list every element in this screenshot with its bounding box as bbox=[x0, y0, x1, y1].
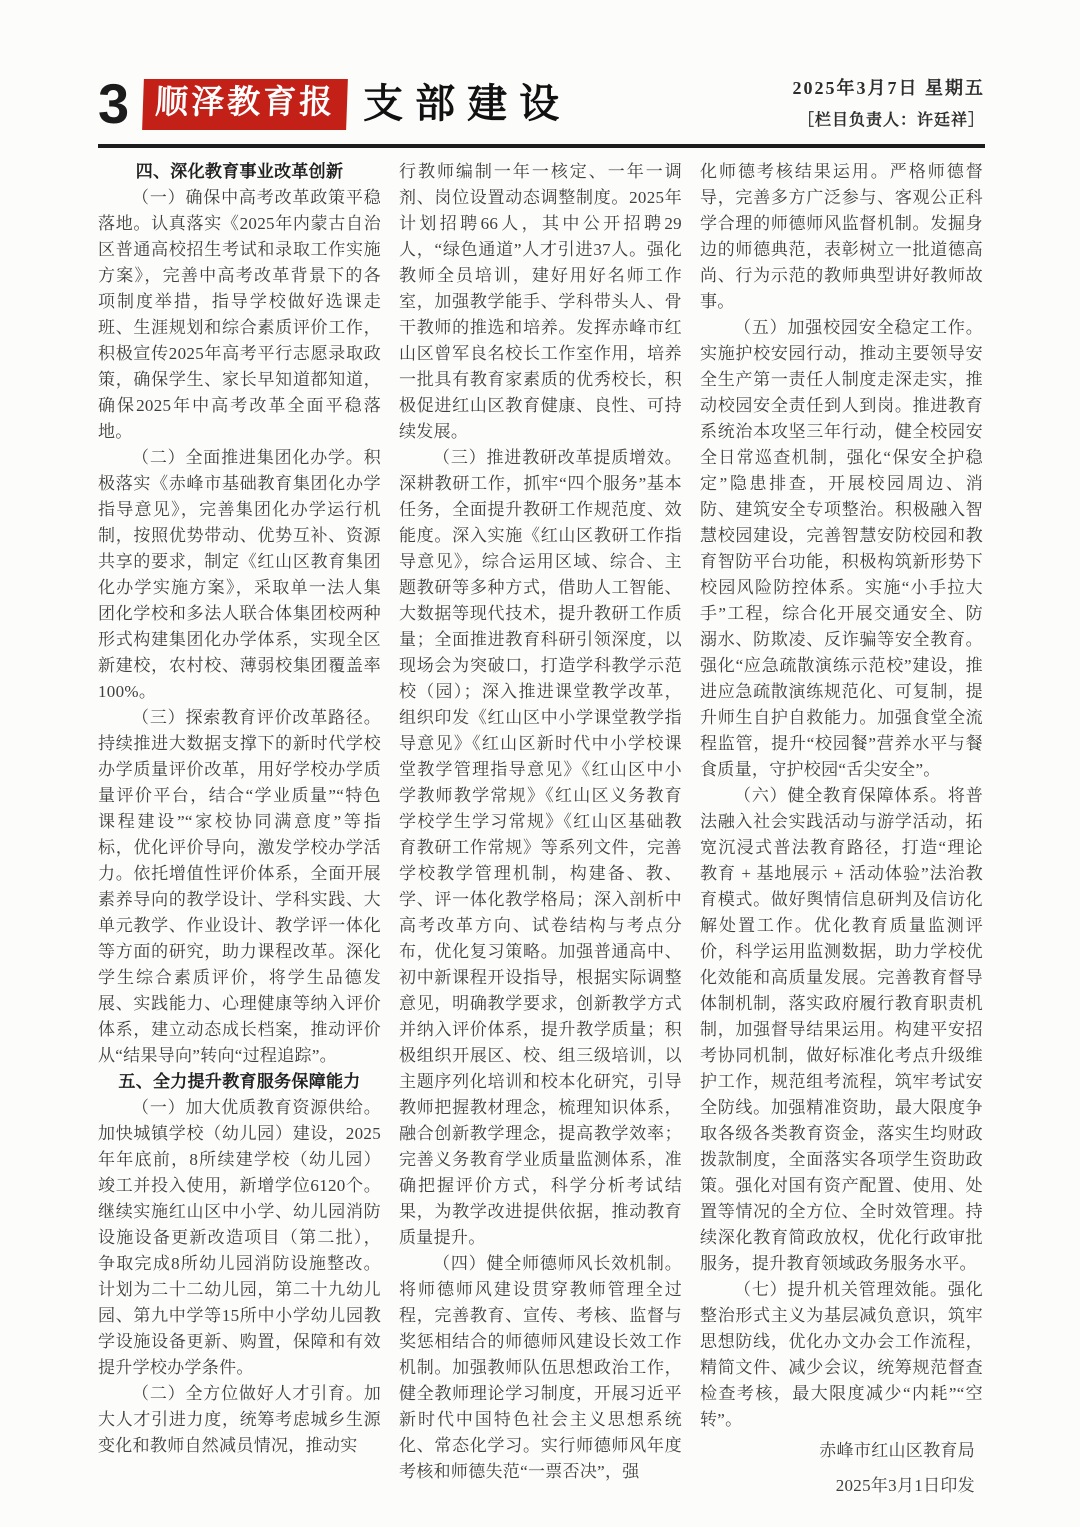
masthead bbox=[98, 72, 985, 135]
date-line: 2025年3月7日 星期五 bbox=[792, 78, 985, 98]
paragraph: 行教师编制一年一核定、一年一调剂、岗位设置动态调整制度。2025年计划招聘66人，其中公开招聘29人，“绿色通道”人才引进37人。强化教师全员培训，建好用好名师工作室，加强教学能手、学科带头人、骨干教师的推选和培养。发挥赤峰市红山区曾军良名校长工作室作用，培养一批具有教育家素质的优秀校长，积极促进红山区教育健康、良性、可持续发展。 bbox=[399, 162, 682, 441]
paragraph: （三）推进教研改革提质增效。深耕教研工作，抓牢“四个服务”基本任务，全面提升教研工作规范度、效能度。深入实施《红山区教研工作指导意见》，综合运用区域、综合、主题教研等多种方式，借助人工智能、大数据等现代技术，提升教研工作质量；全面推进教育科研引领深度，以现场会为突破口，打造学科教学示范校（园）；深入推进课堂教学改革，组织印发《红山区中小学课堂教学指导意见》《红山区新时代中小学校课堂教学管理指导意见》《红山区中小学教师教学常规》《红山区义务教育学校学生学习常规》《红山区基础教育教研工作常规》等系列文件，完善学校教学管理机制，构建备、教、学、评一体化教学格局；深入剖析中高考改革方向、试卷结构与考点分布，优化复习策略。加强普通高中、初中新课程开设指导，根据实际调整意见，明确教学要求，创新教学方式并纳入评价体系，提升教学质量；积极组织开展区、校、组三级培训，以主题序列化培训和校本化研究，引导教师把握教材理念，梳理知识体系，融合创新教学理念，提高教学效率；完善义务教育学业质量监测体系，准确把握评价方式，科学分析考试结果，为教学改进提供依据，推动教育质量提升。 bbox=[399, 448, 682, 1247]
section-heading: 五、全力提升教育服务保障能力 bbox=[118, 1072, 361, 1091]
article-columns bbox=[98, 159, 985, 1503]
article-column-1 bbox=[98, 159, 381, 1503]
masthead-left bbox=[98, 72, 572, 135]
signature-line: 2025年3月1日印发 bbox=[835, 1476, 975, 1495]
masthead-right bbox=[793, 74, 986, 132]
paragraph: （六）健全教育保障体系。将普法融入社会实践活动与游学活动，拓宽沉浸式普法教育路径，打造“理论教育 + 基地展示 + 活动体验”法治教育模式。做好舆情信息研判及信访化解处置工作。优化教育质量监测评价，科学运用监测数据，助力学校优化效能和高质量发展。完善教育督导体制机制，落实政府履行教育职责机制，加强督导结果运用。构建平安招考协同机制，做好标准化考点升级维护工作，规范组考流程，筑牢考试安全防线。加强精准资助，最大限度争取各级各类教育资金，落实生均财政拨款制度，全面落实各项学生资助政策。强化对国有资产配置、使用、处置等情况的全方位、全时效管理。持续深化教育简政放权，优化行政审批服务，提升教育领域政务服务水平。 bbox=[700, 786, 983, 1273]
section-title: 支部建设 bbox=[363, 82, 572, 126]
editor-line: ［栏目负责人：许廷祥］ bbox=[797, 112, 985, 129]
paragraph: （四）健全师德师风长效机制。将师德师风建设贯穿教师管理全过程，完善教育、宣传、考核、监督与奖惩相结合的师德师风建设长效工作机制。加强教师队伍思想政治工作，健全教师理论学习制度，开展习近平新时代中国特色社会主义思想系统化、常态化学习。实行师德师风年度考核和师德失范“一票否决”，强 bbox=[399, 1254, 682, 1481]
article-column-3 bbox=[700, 159, 983, 1503]
paragraph: （一）确保中高考改革政策平稳落地。认真落实《2025年内蒙古自治区普通高校招生考试和录取工作实施方案》，完善中高考改革背景下的各项制度举措，指导学校做好选课走班、生涯规划和综合素质评价工作，积极宣传2025年高考平行志愿录取政策，确保学生、家长早知道都知道，确保2025年中高考改革全面平稳落地。 bbox=[98, 188, 381, 441]
paragraph: （七）提升机关管理效能。强化整治形式主义为基层减负意识，筑牢思想防线，优化办文办会工作流程，精简文件、减少会议，统筹规范督查检查考核，最大限度减少“内耗”“空转”。 bbox=[700, 1280, 983, 1429]
newspaper-logo: 顺泽教育报 bbox=[142, 79, 348, 130]
paragraph: （二）全方位做好人才引育。加大人才引进力度，统筹考虑城乡生源变化和教师自然减员情况，推动实 bbox=[98, 1384, 381, 1455]
paragraph: （二）全面推进集团化办学。积极落实《赤峰市基础教育集团化办学指导意见》，完善集团化办学运行机制，按照优势带动、优势互补、资源共享的要求，制定《红山区教育集团化办学实施方案》，采取单一法人集团化学校和多法人联合体集团校两种形式构建集团化办学体系，实现全区新建校，农村校、薄弱校集团覆盖率100%。 bbox=[98, 448, 381, 701]
paragraph: （三）探索教育评价改革路径。持续推进大数据支撑下的新时代学校办学质量评价改革，用好学校办学质量评价平台，结合“学业质量”“特色课程建设”“家校协同满意度”等指标，优化评价导向，激发学校办学活力。依托增值性评价体系，全面开展素养导向的教学设计、学科实践、大单元教学、作业设计、教学评一体化等方面的研究，助力课程改革。深化学生综合素质评价，将学生品德发展、实践能力、心理健康等纳入评价体系，建立动态成长档案，推动评价从“结果导向”转向“过程追踪”。 bbox=[98, 708, 381, 1065]
section-heading: 四、深化教育事业改革创新 bbox=[135, 162, 344, 181]
header-divider bbox=[98, 144, 985, 148]
article-column-2 bbox=[399, 159, 682, 1503]
paragraph: （一）加大优质教育资源供给。加快城镇学校（幼儿园）建设，2025年年底前，8所续建学校（幼儿园）竣工并投入使用，新增学位6120个。继续实施红山区中小学、幼儿园消防设施设备更新改造项目（第二批），争取完成8所幼儿园消防设施整改。计划为二十二幼儿园，第二十九幼儿园、第九中学等15所中小学幼儿园教学设施设备更新、购置，保障和有效提升学校办学条件。 bbox=[98, 1098, 381, 1377]
signature-line: 赤峰市红山区教育局 bbox=[819, 1441, 975, 1460]
page-number: 3 bbox=[98, 72, 130, 135]
paragraph: （五）加强校园安全稳定工作。实施护校安园行动，推动主要领导安全生产第一责任人制度走深走实，推动校园安全责任到人到岗。推进教育系统治本攻坚三年行动，健全校园安全日常巡查机制，强化“保安全护稳定”隐患排查，开展校园周边、消防、建筑安全专项整治。积极融入智慧校园建设，完善智慧安防校园和教育智防平台功能，积极构筑新形势下校园风险防控体系。实施“小手拉大手”工程，综合化开展交通安全、防溺水、防欺凌、反诈骗等安全教育。强化“应急疏散演练示范校”建设，推进应急疏散演练规范化、可复制，提升师生自护自救能力。加强食堂全流程监管，提升“校园餐”营养水平与餐食质量，守护校园“舌尖安全”。 bbox=[700, 318, 983, 779]
paragraph: 化师德考核结果运用。严格师德督导，完善多方广泛参与、客观公正科学合理的师德师风监督机制。发掘身边的师德典范，表彰树立一批道德高尚、行为示范的教师典型讲好教师故事。 bbox=[700, 162, 983, 311]
